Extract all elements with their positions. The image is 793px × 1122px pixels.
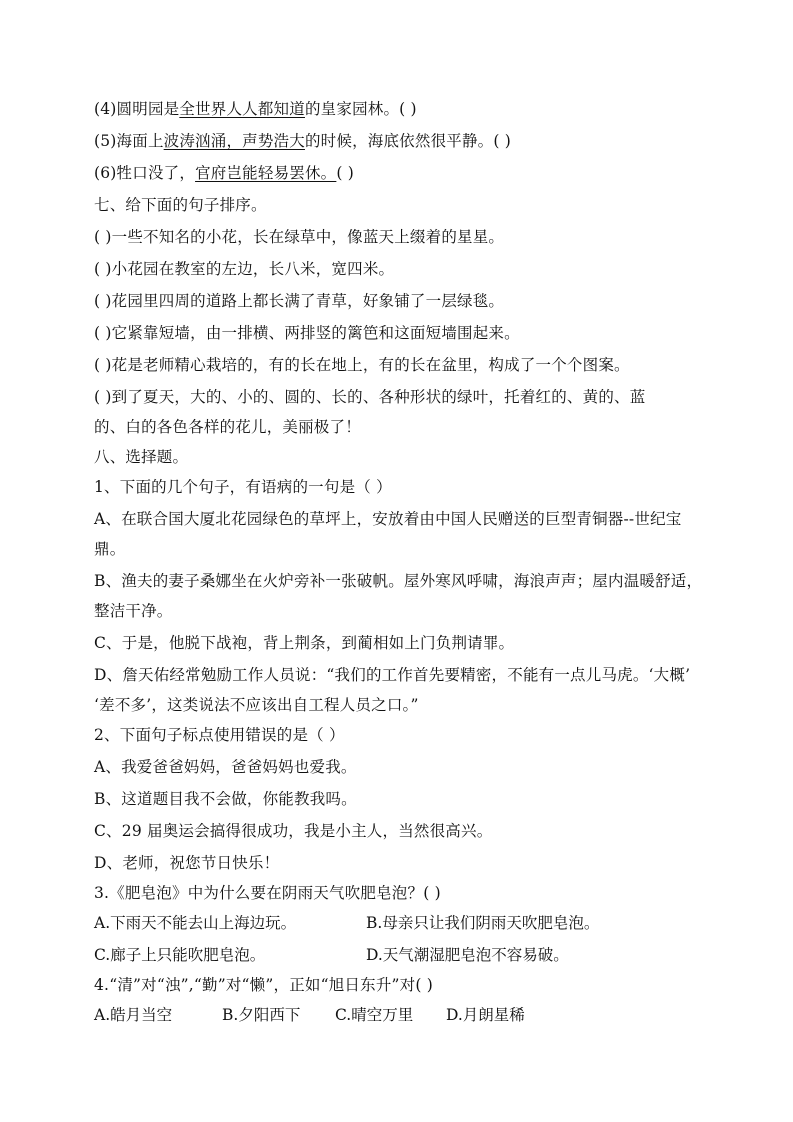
question-2-stem: 2、下面句子标点使用错误的是（ ） xyxy=(94,726,345,744)
ordering-item: ( )到了夏天，大的、小的、圆的、长的、各种形状的绿叶，托着红的、黄的、蓝 xyxy=(94,388,646,406)
question-2-option-a: A、我爱爸爸妈妈，爸爸妈妈也爱我。 xyxy=(94,758,357,776)
ordering-item-continued: 的、白的各色各样的花儿，美丽极了！ xyxy=(94,418,361,436)
underlined-phrase: 官府岂能轻易罢休。 xyxy=(195,164,337,182)
ordering-item: ( )花园里四周的道路上都长满了青草，好象铺了一层绿毯。 xyxy=(94,292,505,310)
item-6-4 xyxy=(94,98,733,120)
question-3-stem: 3.《肥皂泡》中为什么要在阴雨天气吹肥皂泡？( ) xyxy=(94,884,441,902)
item-text: (6)牲口没了， xyxy=(94,164,196,182)
ordering-item: ( )它紧靠短墙，由一排横、两排竖的篱笆和这面短墙围起来。 xyxy=(94,324,520,342)
underlined-phrase: 波涛汹涌，声势浩大 xyxy=(163,132,305,150)
item-text: 的时候，海底依然很平静。( ) xyxy=(304,132,511,150)
question-4-stem: 4.“清”对“浊”,“勤”对“懒”，正如“旭日东升”对( ) xyxy=(94,976,433,994)
item-6-6 xyxy=(94,162,733,184)
question-2-option-d: D、老师，祝您节日快乐！ xyxy=(94,854,280,872)
item-text: (5)海面上 xyxy=(94,132,164,150)
question-4-option-c: C.晴空万里 xyxy=(335,1006,414,1024)
item-6-5 xyxy=(94,130,733,152)
question-1-option-b-continued: 整洁干净。 xyxy=(94,602,173,620)
question-1-stem: 1、下面的几个句子，有语病的一句是（ ） xyxy=(94,478,392,496)
question-1-option-c: C、于是，他脱下战袍，背上荆条，到蔺相如上门负荆请罪。 xyxy=(94,634,515,652)
question-4-option-d: D.月朗星稀 xyxy=(446,1006,525,1024)
ordering-item: ( )小花园在教室的左边，长八米，宽四米。 xyxy=(94,260,395,278)
ordering-item: ( )一些不知名的小花，长在绿草中，像蓝天上缀着的星星。 xyxy=(94,228,505,246)
question-3-option-a: A.下雨天不能去山上海边玩。 xyxy=(94,914,297,932)
question-2-option-c: C、29 届奥运会搞得很成功，我是小主人，当然很高兴。 xyxy=(94,822,493,840)
question-4-option-b: B.夕阳西下 xyxy=(222,1006,301,1024)
item-text: (4)圆明园是 xyxy=(94,100,180,118)
ordering-item: ( )花是老师精心栽培的，有的长在地上，有的长在盆里，构成了一个个图案。 xyxy=(94,356,630,374)
question-2-option-b: B、这道题目我不会做，你能教我吗。 xyxy=(94,790,357,808)
item-text: ( ) xyxy=(336,164,354,182)
question-3-option-d: D.天气潮湿肥皂泡不容易破。 xyxy=(366,946,569,964)
section-7-title: 七、给下面的句子排序。 xyxy=(94,196,267,214)
underlined-phrase: 全世界人人都知道 xyxy=(179,100,305,118)
question-3-option-b: B.母亲只让我们阴雨天吹肥皂泡。 xyxy=(366,914,600,932)
question-4-option-a: A.皓月当空 xyxy=(94,1006,173,1024)
question-1-option-a-continued: 鼎。 xyxy=(94,540,126,558)
item-text: 的皇家园林。( ) xyxy=(304,100,417,118)
section-8-title: 八、选择题。 xyxy=(94,448,189,466)
question-1-option-a: A、在联合国大厦北花园绿色的草坪上，安放着由中国人民赠送的巨型青铜器--世纪宝 xyxy=(94,510,682,528)
question-1-option-d: D、詹天佑经常勉励工作人员说：“我们的工作首先要精密，不能有一点儿马虎。‘大概’ xyxy=(94,666,691,684)
question-1-option-d-continued: ‘差不多’，这类说法不应该出自工程人员之口。” xyxy=(94,696,419,714)
question-3-option-c: C.廊子上只能吹肥皂泡。 xyxy=(94,946,266,964)
question-1-option-b: B、渔夫的妻子桑娜坐在火炉旁补一张破帆。屋外寒风呼啸，海浪声声；屋内温暖舒适， xyxy=(94,572,703,590)
